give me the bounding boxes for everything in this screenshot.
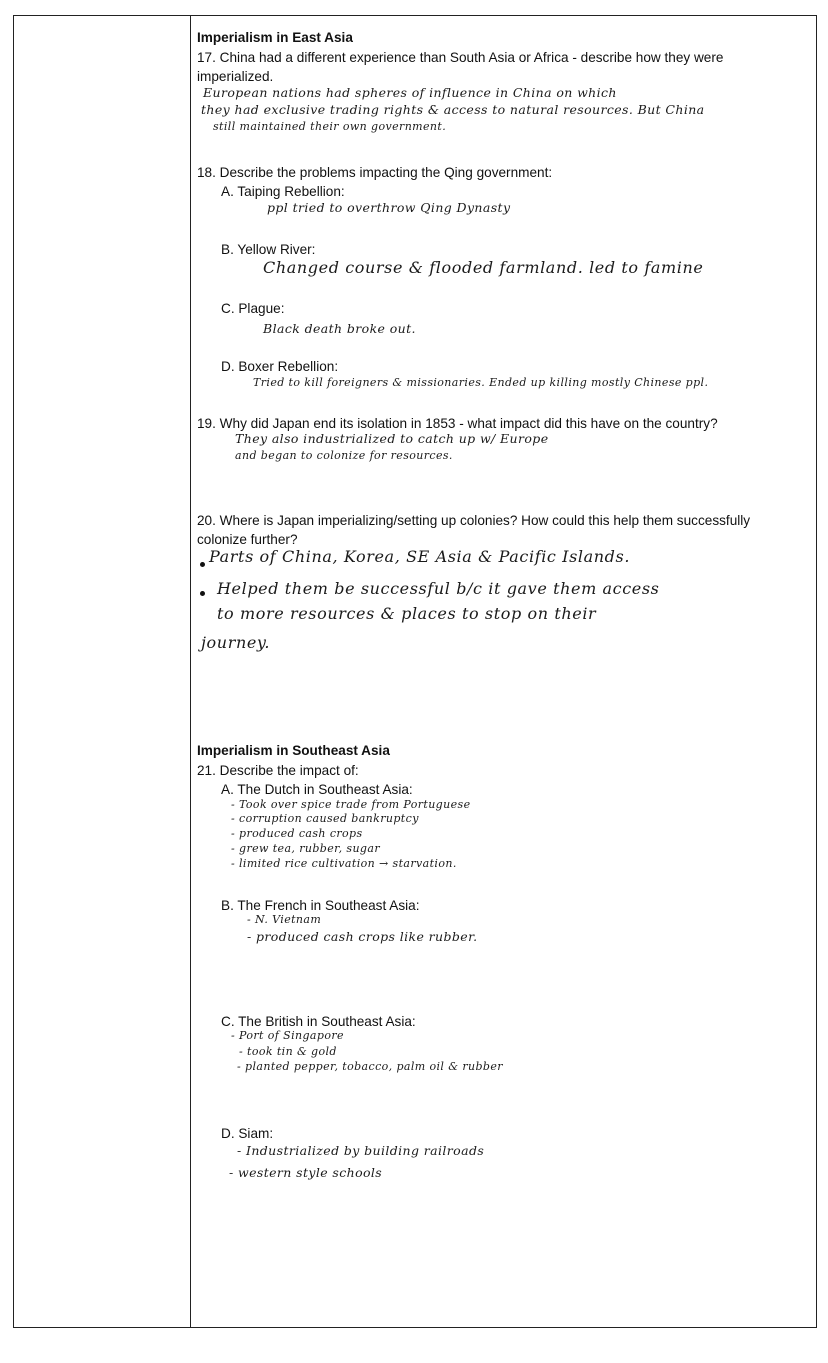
q21-item-label: B. The French in Southeast Asia: bbox=[221, 898, 420, 913]
section-heading-east-asia: Imperialism in East Asia bbox=[197, 30, 353, 45]
q18-item-answer: Tried to kill foreigners & missionaries. Ended up killing mostly Chinese ppl. bbox=[253, 376, 709, 389]
q17-prompt-line2: imperialized. bbox=[197, 69, 274, 84]
q18-item-answer: Black death broke out. bbox=[263, 321, 416, 336]
q21-item-answer: - corruption caused bankruptcy bbox=[231, 812, 419, 825]
section-heading-southeast-asia: Imperialism in Southeast Asia bbox=[197, 743, 390, 758]
q21-item-label: D. Siam: bbox=[221, 1126, 274, 1141]
q18-item-label: B. Yellow River: bbox=[221, 242, 316, 257]
q17-answer-line: they had exclusive trading rights & access to natural resources. But China bbox=[201, 102, 705, 117]
q17-answer-line: still maintained their own government. bbox=[213, 120, 447, 133]
q19-prompt: 19. Why did Japan end its isolation in 1853 - what impact did this have on the country? bbox=[197, 416, 718, 431]
q21-item-answer: - limited rice cultivation → starvation. bbox=[231, 857, 457, 870]
column-divider bbox=[190, 16, 191, 1327]
q17-answer-line: European nations had spheres of influence in China on which bbox=[203, 85, 617, 100]
q21-item-answer: - produced cash crops bbox=[231, 827, 363, 840]
q21-item-answer: - took tin & gold bbox=[239, 1045, 337, 1058]
q21-item-answer: - grew tea, rubber, sugar bbox=[231, 842, 380, 855]
q21-item-answer: - produced cash crops like rubber. bbox=[247, 929, 478, 944]
q17-prompt-line1: 17. China had a different experience than South Asia or Africa - describe how they were bbox=[197, 50, 724, 65]
q20-answer-line: to more resources & places to stop on their bbox=[217, 604, 597, 623]
q19-answer-line: They also industrialized to catch up w/ Europe bbox=[235, 431, 549, 446]
q21-item-answer: - Took over spice trade from Portuguese bbox=[231, 798, 471, 811]
q21-prompt: 21. Describe the impact of: bbox=[197, 763, 359, 778]
q20-answer-line: Helped them be successful b/c it gave them access bbox=[217, 579, 660, 598]
q20-prompt-line1: 20. Where is Japan imperializing/setting up colonies? How could this help them successfully bbox=[197, 513, 751, 528]
q18-item-answer: ppl tried to overthrow Qing Dynasty bbox=[267, 200, 511, 215]
q20-answer-line: Parts of China, Korea, SE Asia & Pacific Islands. bbox=[209, 547, 631, 566]
q18-item-label: A. Taiping Rebellion: bbox=[221, 184, 345, 199]
q21-item-answer: - western style schools bbox=[229, 1165, 383, 1180]
q21-item-answer: - N. Vietnam bbox=[247, 913, 322, 926]
worksheet-table bbox=[13, 15, 817, 1328]
q18-prompt: 18. Describe the problems impacting the Qing government: bbox=[197, 165, 553, 180]
q20-prompt-line2: colonize further? bbox=[197, 532, 298, 547]
q21-item-answer: - Industrialized by building railroads bbox=[237, 1143, 485, 1158]
q21-item-label: C. The British in Southeast Asia: bbox=[221, 1014, 416, 1029]
q18-item-label: C. Plague: bbox=[221, 301, 285, 316]
q19-answer-line: and began to colonize for resources. bbox=[235, 449, 453, 462]
bullet-icon bbox=[200, 562, 205, 567]
bullet-icon bbox=[200, 591, 205, 596]
q18-item-label: D. Boxer Rebellion: bbox=[221, 359, 339, 374]
q21-item-label: A. The Dutch in Southeast Asia: bbox=[221, 782, 413, 797]
q21-item-answer: - Port of Singapore bbox=[231, 1029, 344, 1042]
q20-answer-line: journey. bbox=[201, 633, 271, 652]
q18-item-answer: Changed course & flooded farmland. led to famine bbox=[263, 258, 704, 277]
q21-item-answer: - planted pepper, tobacco, palm oil & rubber bbox=[237, 1060, 503, 1073]
